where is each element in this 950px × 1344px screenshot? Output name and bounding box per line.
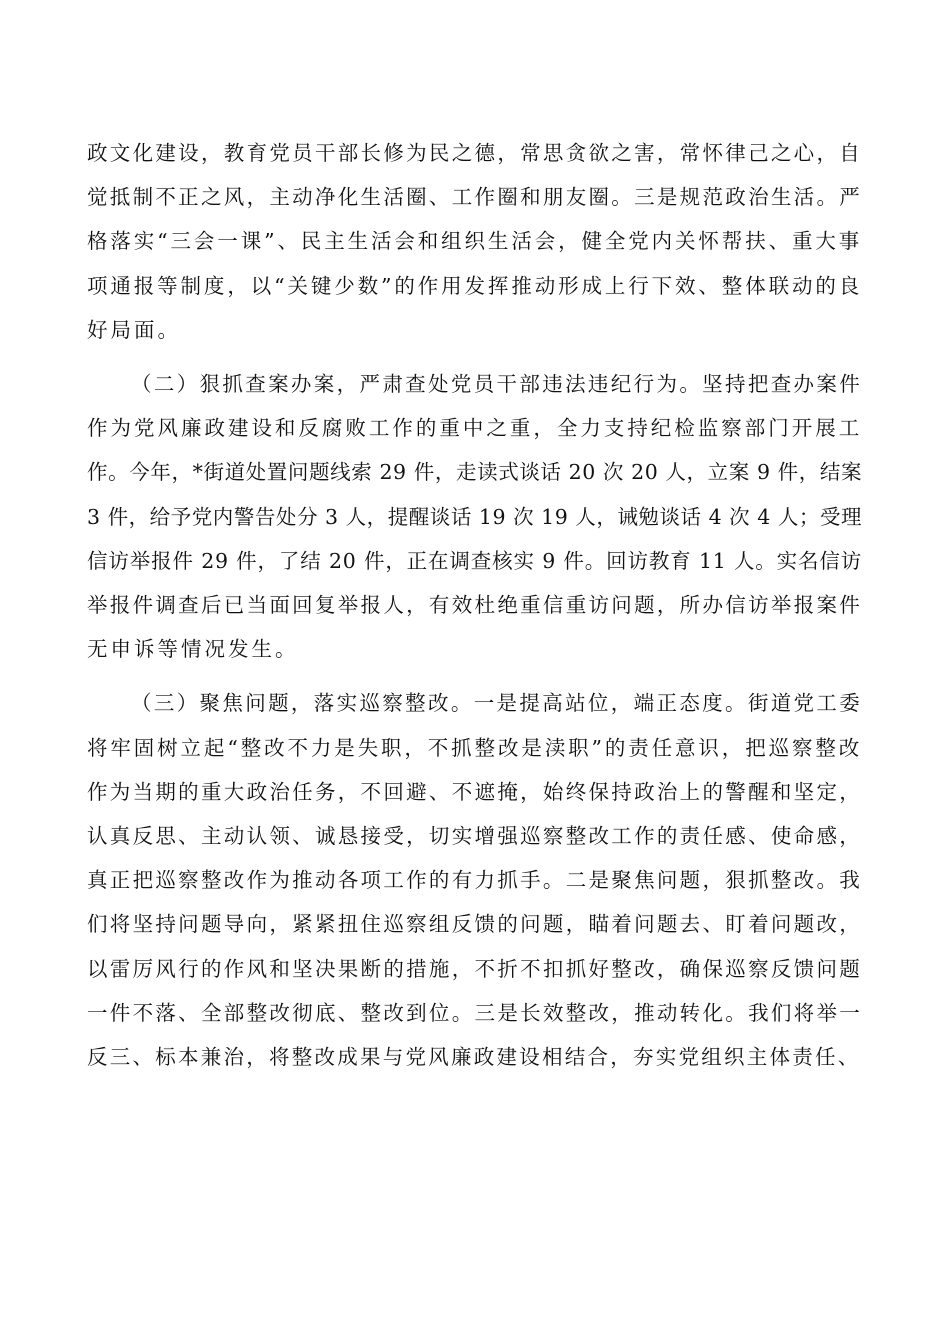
- text-line: 一件不落、全部整改彻底、整改到位。三是长效整改，推动转化。我们将举一: [87, 1000, 862, 1025]
- text-line: 们将坚持问题导向，紧紧扭住巡察组反馈的问题，瞄着问题去、盯着问题改，: [87, 912, 862, 937]
- text-line: 将牢固树立起“整改不力是失职，不抓整改是渎职”的责任意识，把巡察整改: [87, 735, 862, 760]
- text-line: 格落实“三会一课”、民主生活会和组织生活会，健全党内关怀帮扶、重大事: [87, 229, 862, 254]
- document-body: [87, 131, 862, 1079]
- text-line: 政文化建设，教育党员干部长修为民之德，常思贪欲之害，常怀律己之心，自: [87, 141, 862, 165]
- text-line: 以雷厉风行的作风和坚决果断的措施，不折不扣抓好整改，确保巡察反馈问题: [87, 956, 862, 981]
- text-line: 好局面。: [87, 317, 181, 342]
- text-line: 举报件调查后已当面回复举报人，有效杜绝重信重访问题，所办信访举报案件: [87, 593, 862, 618]
- paragraph: [87, 131, 862, 352]
- text-line: 作为当期的重大政治任务，不回避、不遮掩，始终保持政治上的警醒和坚定，: [87, 779, 862, 804]
- text-line: 觉抵制不正之风，主动净化生活圈、工作圈和朋友圈。三是规范政治生活。严: [87, 185, 862, 210]
- paragraph: [87, 362, 862, 671]
- text-line: （三）聚焦问题，落实巡察整改。一是提高站位，端正态度。街道党工委: [131, 691, 862, 716]
- text-line: 3 件，给予党内警告处分 3 人，提醒谈话 19 次 19 人，诫勉谈话 4 次 4 人；受理: [87, 504, 862, 529]
- text-line: 作为党风廉政建设和反腐败工作的重中之重，全力支持纪检监察部门开展工: [87, 416, 862, 441]
- paragraph: [87, 681, 862, 1079]
- text-line: 反三、标本兼治，将整改成果与党风廉政建设相结合，夯实党组织主体责任、: [87, 1045, 861, 1070]
- text-line: 无申诉等情况发生。: [87, 637, 299, 662]
- text-line: 认真反思、主动认领、诚恳接受，切实增强巡察整改工作的责任感、使命感，: [87, 824, 862, 849]
- text-line: 项通报等制度，以“关键少数”的作用发挥推动形成上行下效、整体联动的良: [87, 273, 862, 298]
- text-line: （二）狠抓查案办案，严肃查处党员干部违法违纪行为。坚持把查办案件: [131, 372, 862, 397]
- text-line: 真正把巡察整改作为推动各项工作的有力抓手。二是聚焦问题，狠抓整改。我: [87, 868, 862, 893]
- text-line: 作。今年，*街道处置问题线索 29 件，走读式谈话 20 次 20 人，立案 9 件，结案: [87, 460, 862, 485]
- text-line: 信访举报件 29 件，了结 20 件，正在调查核实 9 件。回访教育 11 人。实名信访: [87, 548, 862, 573]
